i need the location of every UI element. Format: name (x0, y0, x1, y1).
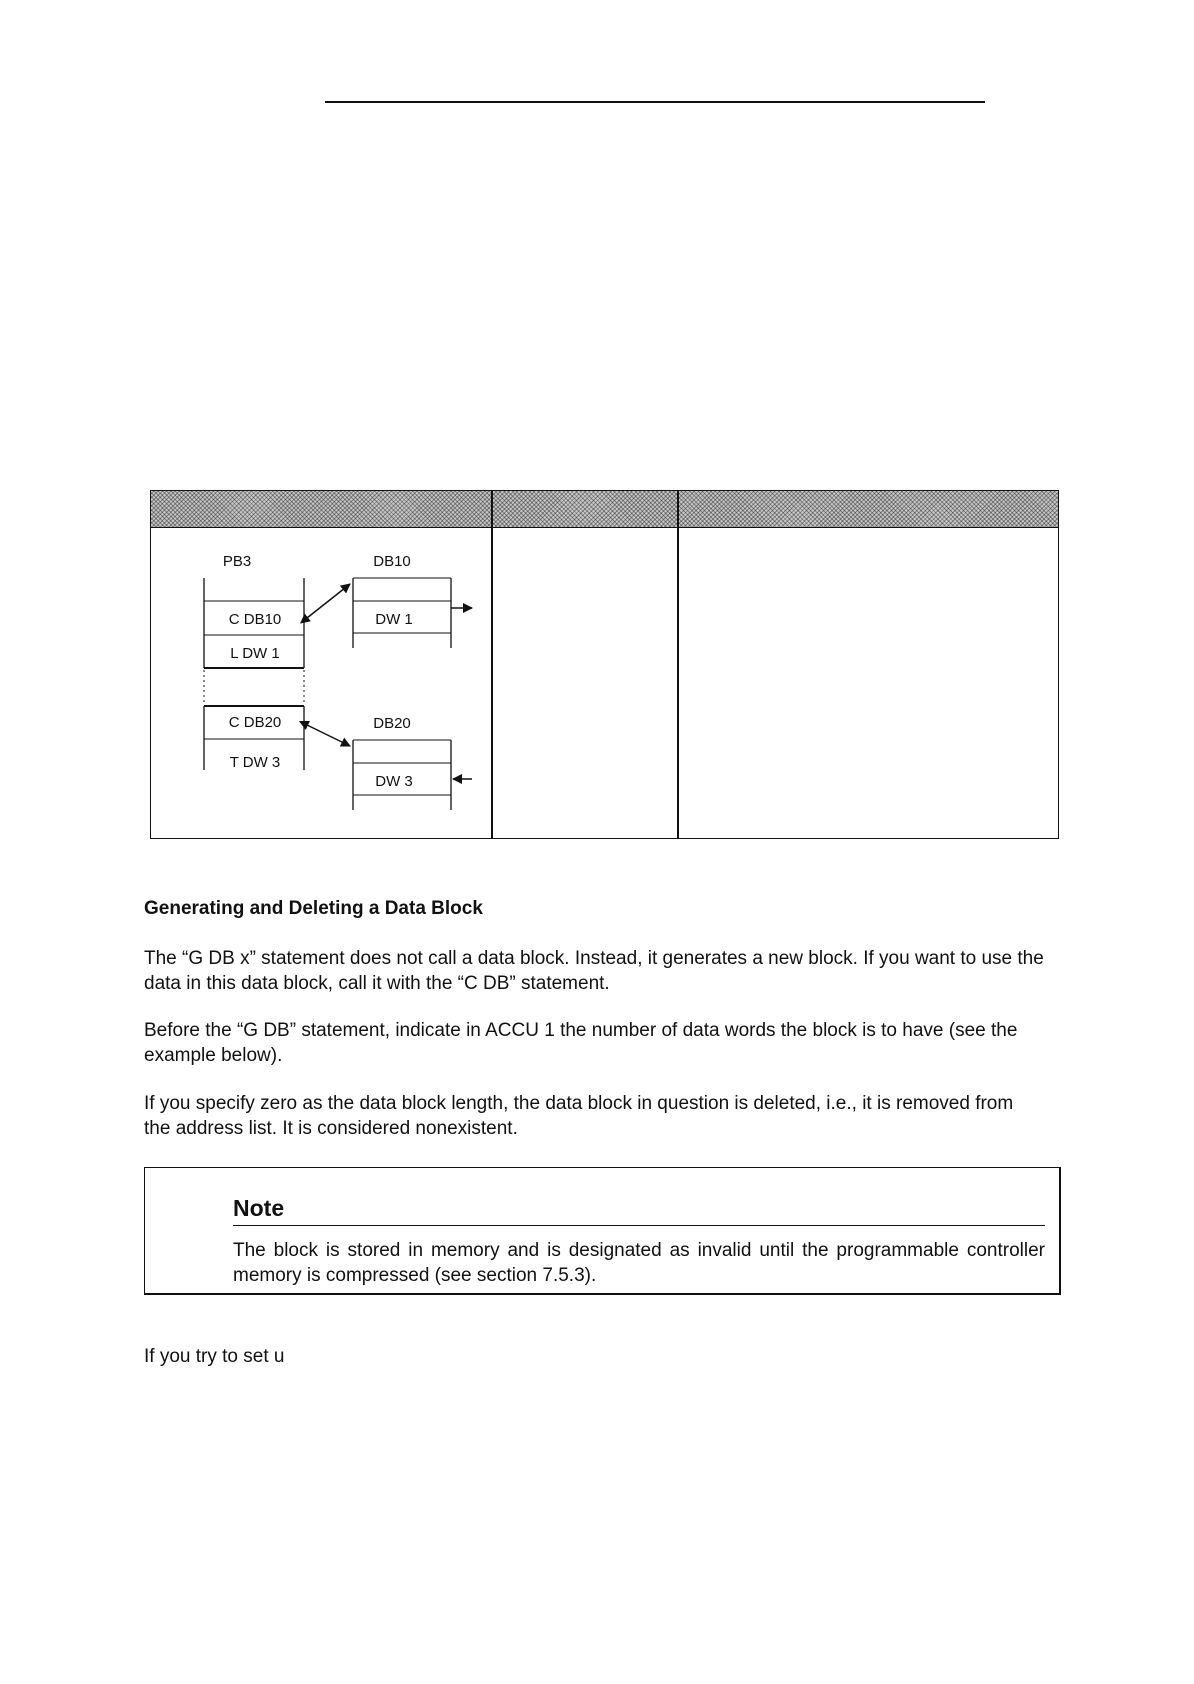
pb3-row-transfer-dw3: T DW 3 (229, 754, 281, 771)
figure-header-cell-2 (491, 490, 679, 528)
arrow-pb3-to-db20 (307, 725, 350, 746)
figure-column-divider-2 (677, 490, 679, 839)
figure-header-cell-1 (150, 490, 493, 528)
paragraph-1: The “G DB x” statement does not call a data block. Instead, it generates a new block. If you want to use the data in this data block, call it with the “C DB” statement. (144, 948, 1044, 994)
figure-right-edge (1058, 490, 1059, 839)
figure-column-divider-1 (491, 490, 493, 839)
db20-label: DB20 (373, 715, 411, 732)
pb3-row-load-dw1: L DW 1 (230, 645, 280, 662)
arrow-pb3-to-db10 (307, 584, 350, 618)
paragraph-2: Before the “G DB” statement, indicate in ACCU 1 the number of data words the block is to have (see the example below). (144, 1020, 1018, 1066)
pb3-row-call-db20: C DB20 (228, 714, 282, 731)
pb3-label: PB3 (222, 553, 252, 570)
note-text: The block is stored in memory and is designated as invalid until the programmable controller memory is compressed (see section 7.5.3). (233, 1240, 1045, 1286)
note-box (144, 1167, 1061, 1295)
trailing-paragraph: If you try to set u (144, 1346, 285, 1367)
note-title: Note (233, 1195, 285, 1221)
db10-label: DB10 (373, 553, 411, 570)
note-rule (233, 1225, 1045, 1226)
section-heading: Generating and Deleting a Data Block (144, 898, 483, 919)
db20-row-dw3: DW 3 (375, 773, 413, 790)
block-call-diagram (150, 540, 490, 840)
header-rule (325, 101, 985, 103)
figure-header-cell-3 (677, 490, 1059, 528)
paragraph-3: If you specify zero as the data block length, the data block in question is deleted, i.e., it is removed from the address list. It is considered nonexistent. (144, 1093, 1014, 1139)
db10-row-dw1: DW 1 (375, 611, 413, 628)
pb3-row-call-db10: C DB10 (228, 611, 282, 628)
pb3-block (204, 578, 304, 770)
